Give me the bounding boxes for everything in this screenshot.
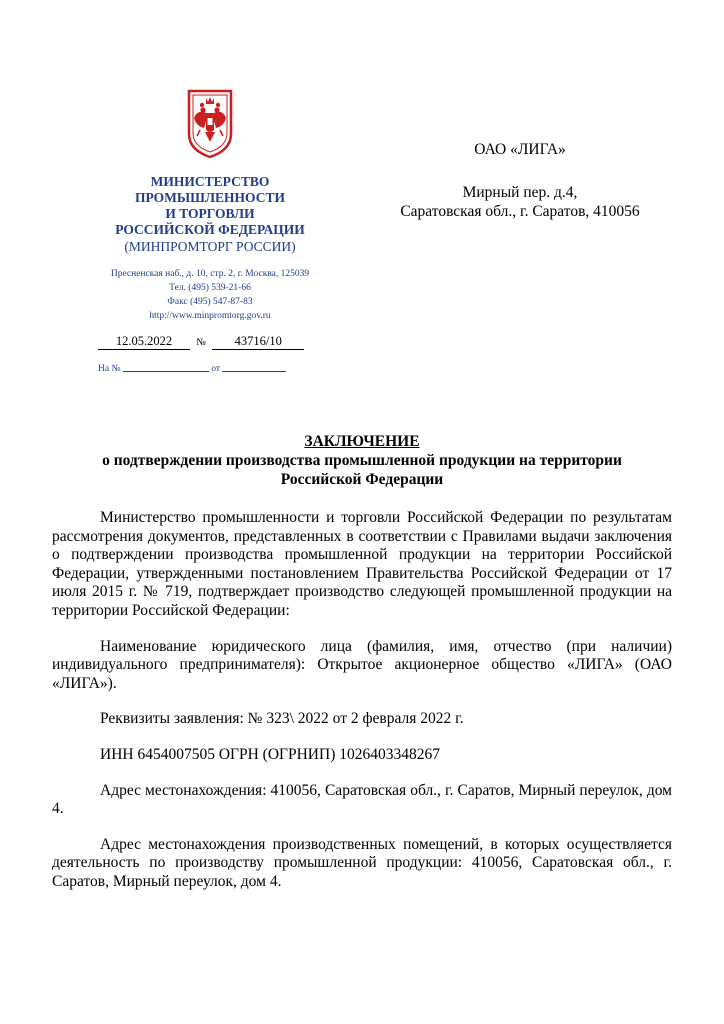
document-body xyxy=(52,509,672,892)
addressee-org: ОАО «ЛИГА» xyxy=(474,141,566,158)
reply-from-blank xyxy=(222,362,286,372)
ministry-short-name: (МИНПРОМТОРГ РОССИИ) xyxy=(124,239,296,254)
body-paragraph-address: Адрес местонахождения: 410056, Саратовская обл., г. Саратов, Мирный переулок, дом 4. xyxy=(52,781,672,818)
document-number: 43716/10 xyxy=(212,334,304,350)
reply-from-label: от xyxy=(211,364,221,374)
body-paragraph-intro: Министерство промышленности и торговли Российской Федерации по результатам рассмотрения документов, представленных в соответствии с Правилами выдачи заключения о подтверждении производства промышленной продукции на территории Российской Федерации, утвержденными постановлением Правительства Российской Федерации от 17 июля 2015 г. № 719, подтверждает производство следующей промышленной продукции на территории Российской Федерации: xyxy=(52,509,672,619)
ministry-name: МИНИСТЕРСТВО ПРОМЫШЛЕННОСТИ И ТОРГОВЛИ РОССИЙСКОЙ ФЕДЕРАЦИИ xyxy=(115,174,305,237)
ministry-address: Пресненская наб., д. 10, стр. 2, г. Москва, 125039 xyxy=(110,269,310,279)
ministry-phone: Тел. (495) 539-21-66 xyxy=(169,283,251,293)
title-line-2: Российской Федерации xyxy=(280,471,444,488)
document-date: 12.05.2022 xyxy=(98,334,190,350)
ministry-fax: Факс (495) 547-87-83 xyxy=(167,297,253,307)
body-paragraph-application: Реквизиты заявления: № 323\ 2022 от 2 февраля 2022 г. xyxy=(100,710,464,728)
document-title xyxy=(50,432,674,489)
ministry-contacts xyxy=(60,267,360,323)
registration-line xyxy=(98,334,304,350)
addressee-block xyxy=(360,140,680,221)
ministry-letterhead xyxy=(60,88,360,323)
ministry-website: http://www.minpromtorg.gov.ru xyxy=(149,311,271,321)
addressee-street: Мирный пер. д.4, xyxy=(462,184,578,201)
addressee-city: Саратовская обл., г. Саратов, 410056 xyxy=(400,203,640,220)
body-paragraph-inn: ИНН 6454007505 ОГРН (ОГРНИП) 1026403348267 xyxy=(100,745,440,763)
russian-coat-of-arms-icon xyxy=(186,88,234,160)
reply-to-blank xyxy=(123,362,209,372)
reply-reference xyxy=(98,362,286,374)
body-paragraph-production-address: Адрес местонахождения производственных помещений, в которых осуществляется деятельность по производству промышленной продукции: 410056, Саратовская обл., г. Саратов, Мирный переулок, дом 4. xyxy=(52,835,672,890)
title-line-1: о подтверждении производства промышленной продукции на территории xyxy=(102,452,622,469)
number-sign: № xyxy=(196,337,206,348)
body-paragraph-entity-name: Наименование юридического лица (фамилия, имя, отчество (при наличии) индивидуального предпринимателя): Открытое акционерное общество «ЛИГА» (ОАО «ЛИГА»). xyxy=(52,637,672,692)
title-heading: ЗАКЛЮЧЕНИЕ xyxy=(304,433,420,450)
reply-to-label: На № xyxy=(98,364,121,374)
